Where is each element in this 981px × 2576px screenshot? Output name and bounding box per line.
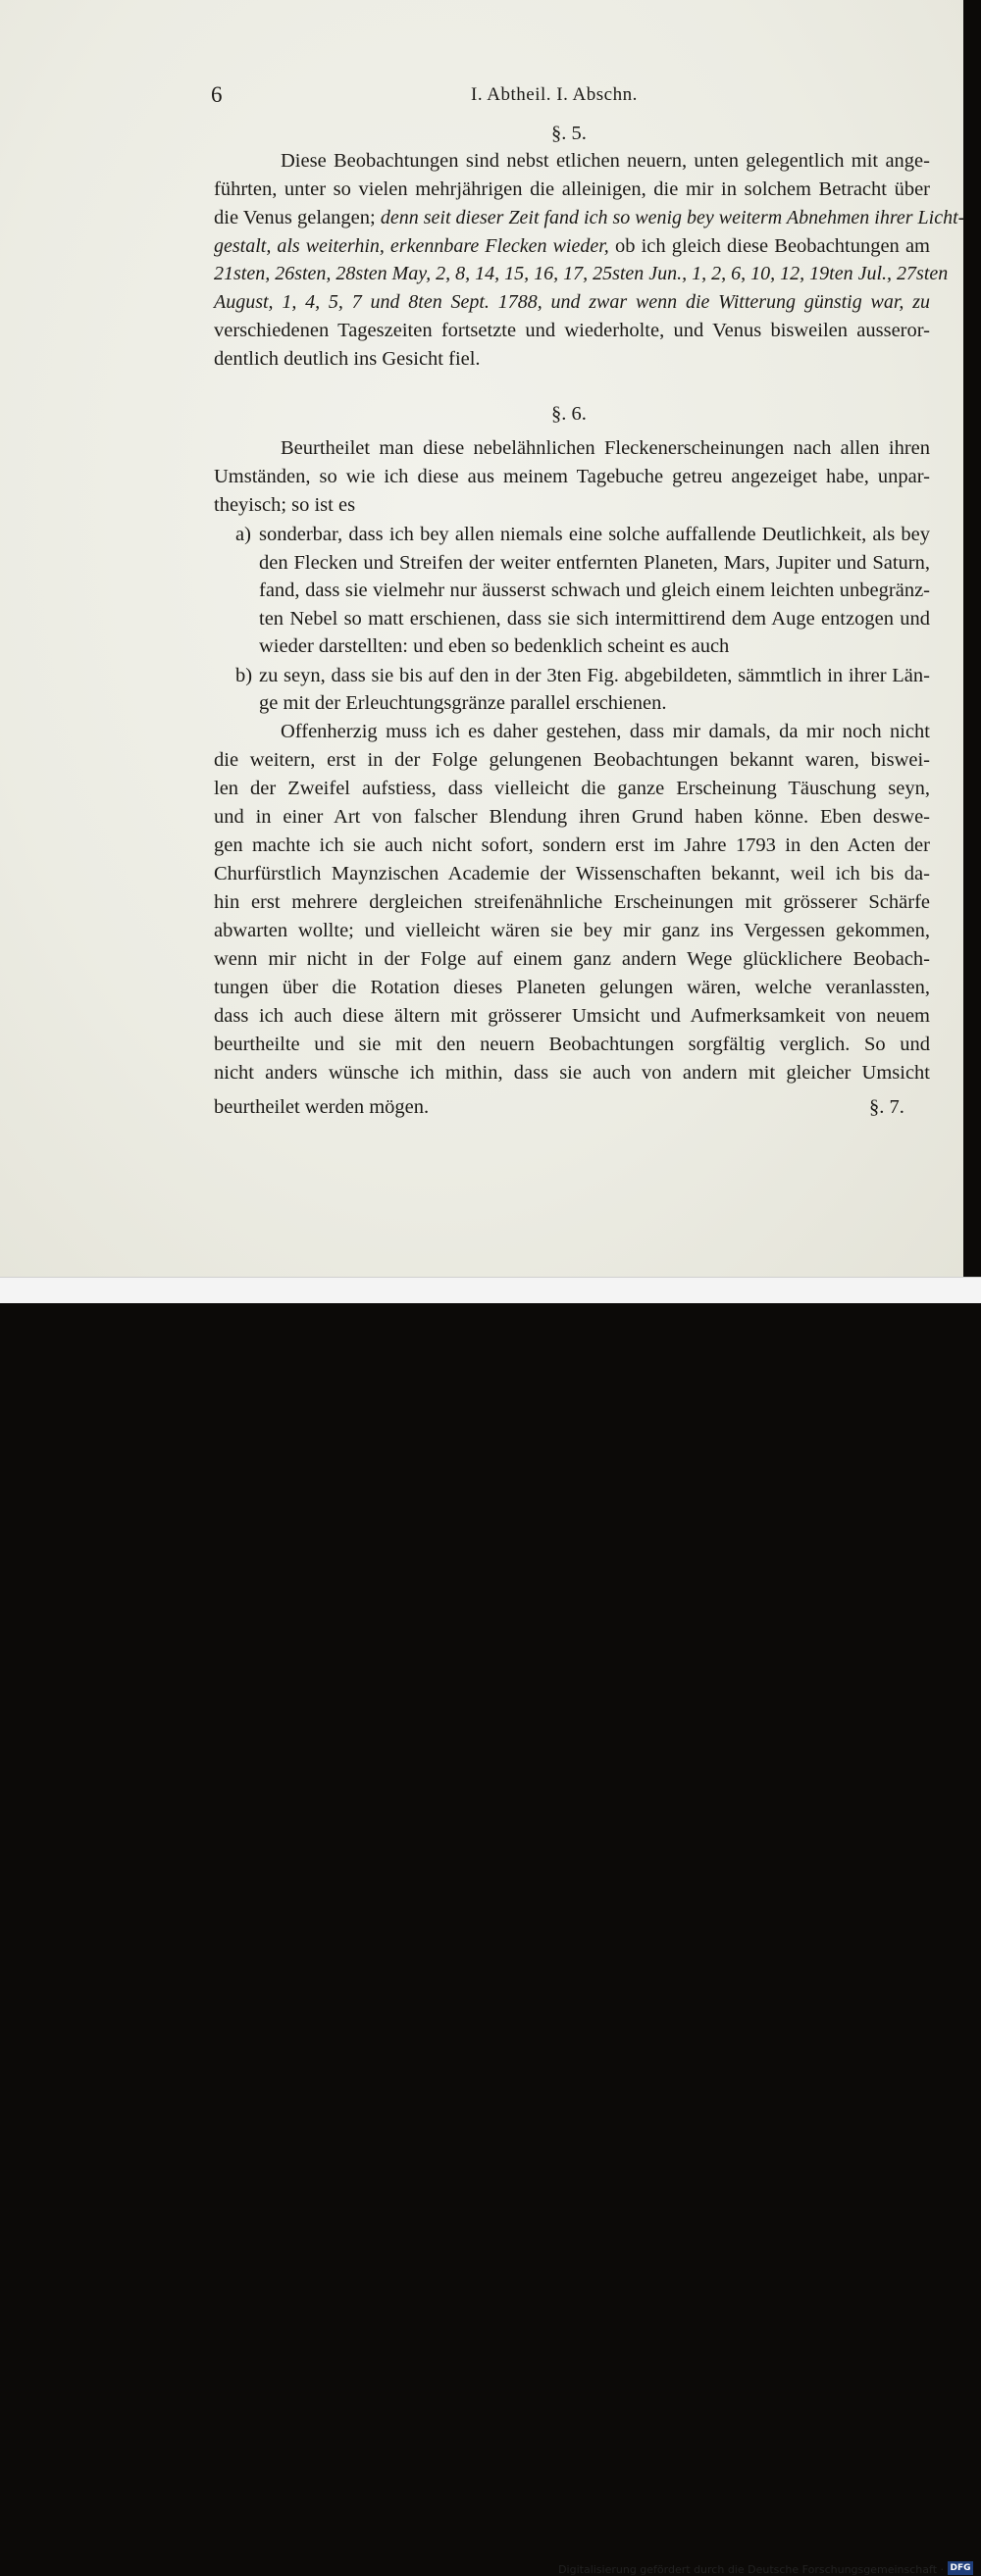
text-line: ge mit der Erleuchtungsgränze parallel erschienen. bbox=[259, 692, 667, 714]
text-line: nicht anders wünsche ich mithin, dass sie auch von andern mit gleicher Umsicht bbox=[214, 1062, 930, 1084]
text-line: dentlich deutlich ins Gesicht fiel. bbox=[214, 348, 481, 370]
text-line: tungen über die Rotation dieses Planeten gelungen wären, welche veranlassten, bbox=[214, 977, 930, 998]
text-line: ten Nebel so matt erschienen, dass sie sich intermittirend dem Auge entzogen und bbox=[259, 608, 930, 630]
digitization-credit: Digitalisierung gefördert durch die Deutsche Forschungsgemeinschaft · bbox=[558, 2563, 944, 2576]
list-marker-a: a) bbox=[235, 524, 251, 545]
text-line: Beurtheilet man diese nebelähnlichen Fleckenerscheinungen nach allen ihren bbox=[281, 437, 930, 459]
dfg-logo-icon: DFG bbox=[948, 2561, 973, 2575]
italic-span: August, 1, 4, 5, 7 und 8ten Sept. 1788, und zwar wenn die Witterung günstig war, zu bbox=[214, 291, 930, 313]
text-line bbox=[214, 291, 930, 314]
italic-span: denn seit dieser Zeit fand ich so wenig bey weiterm Abnehmen ihrer Licht- bbox=[380, 207, 965, 228]
text-line: den Flecken und Streifen der weiter entfernten Planeten, Mars, Jupiter und Saturn, bbox=[259, 552, 930, 574]
text-line: die weitern, erst in der Folge gelungenen Beobachtungen bekannt waren, biswei- bbox=[214, 749, 930, 771]
italic-span: 21sten, 26sten, 28sten May, 2, 8, 14, 15, 16, 17, 25sten Jun., 1, 2, 6, 10, 12, 19ten Jul., 27sten bbox=[214, 263, 949, 284]
text-line: abwarten wollte; und vielleicht wären sie bey mir ganz ins Vergessen gekommen, bbox=[214, 920, 930, 941]
text-line: fand, dass sie vielmehr nur äusserst schwach und gleich einem leichten unbegränz- bbox=[259, 580, 930, 601]
text-line: zu seyn, dass sie bis auf den in der 3ten Fig. abgebildeten, sämmtlich in ihrer Län- bbox=[259, 665, 930, 686]
catchword: §. 7. bbox=[869, 1096, 904, 1118]
text-line: wieder darstellten: und eben so bedenklich scheint es auch bbox=[259, 635, 730, 657]
text-line: theyisch; so ist es bbox=[214, 494, 356, 516]
text-line bbox=[214, 263, 949, 285]
text-line: Diese Beobachtungen sind nebst etlichen neuern, unten gelegentlich mit ange- bbox=[281, 150, 930, 172]
text-line: Offenherzig muss ich es daher gestehen, dass mir damals, da mir noch nicht bbox=[281, 721, 930, 742]
section-5-heading: §. 5. bbox=[551, 123, 587, 144]
text-line: len der Zweifel aufstiess, dass vielleicht die ganze Erscheinung Täuschung seyn, bbox=[214, 778, 930, 799]
text-line: gestalt, als weiterhin, erkennbare Flecken wieder, ob ich gleich diese Beobachtungen am bbox=[214, 235, 930, 257]
text-line: hin erst mehrere dergleichen streifenähnliche Erscheinungen mit grösserer Schärfe bbox=[214, 891, 930, 913]
list-marker-b: b) bbox=[235, 665, 253, 686]
book-page bbox=[0, 0, 963, 1277]
text-line: führten, unter so vielen mehrjährigen die alleinigen, die mir in solchem Betracht über bbox=[214, 178, 930, 200]
italic-span: gestalt, als weiterhin, erkennbare Flecken wieder, bbox=[214, 235, 609, 257]
text-line: Churfürstlich Maynzischen Academie der Wissenschaften bekannt, weil ich bis da- bbox=[214, 863, 930, 884]
text-line: und in einer Art von falscher Blendung ihren Grund haben könne. Eben deswe- bbox=[214, 806, 930, 828]
text-line: gen machte ich sie auch nicht sofort, sondern erst im Jahre 1793 in den Acten der bbox=[214, 834, 930, 856]
running-title: I. Abtheil. I. Abschn. bbox=[471, 84, 638, 105]
text-line: verschiedenen Tageszeiten fortsetzte und wiederholte, und Venus bisweilen ausseror- bbox=[214, 320, 930, 341]
section-6-heading: §. 6. bbox=[551, 403, 587, 425]
text-line: dass ich auch diese ältern mit grösserer Umsicht und Aufmerksamkeit von neuem bbox=[214, 1005, 930, 1027]
text-line: beurtheilte und sie mit den neuern Beobachtungen sorgfältig verglich. So und bbox=[214, 1034, 930, 1055]
text-line: sonderbar, dass ich bey allen niemals eine solche auffallende Deutlichkeit, als bey bbox=[259, 524, 930, 545]
text-line: wenn mir nicht in der Folge auf einem ganz andern Wege glücklichere Beobach- bbox=[214, 948, 930, 970]
text-line: Umständen, so wie ich diese aus meinem Tagebuche getreu angezeiget habe, unpar- bbox=[214, 466, 930, 487]
page-number: 6 bbox=[211, 82, 223, 107]
credit-strip bbox=[0, 1277, 981, 2576]
text-line: die Venus gelangen; denn seit dieser Zeit fand ich so wenig bey weiterm Abnehmen ihrer Licht- bbox=[214, 207, 965, 228]
text-line: beurtheilet werden mögen. bbox=[214, 1096, 430, 1118]
